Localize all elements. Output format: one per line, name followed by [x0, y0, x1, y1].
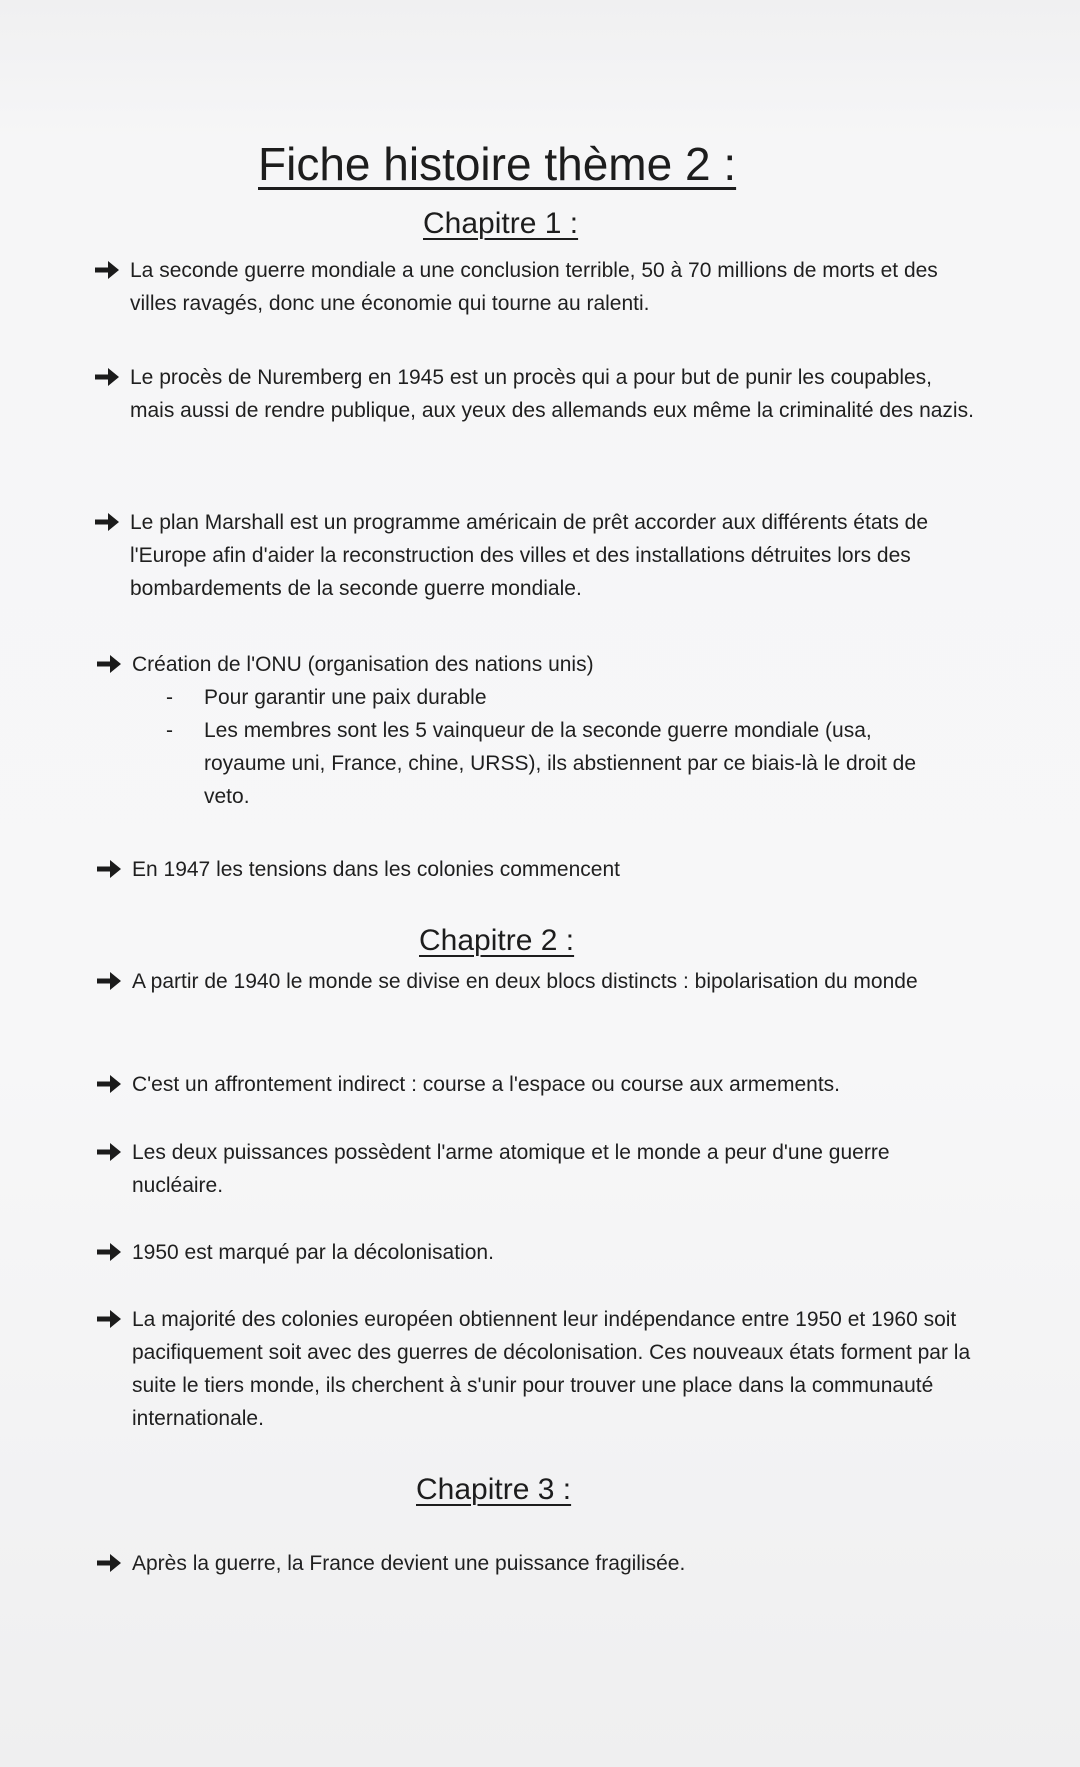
list-item — [96, 853, 956, 886]
arrow-icon — [96, 1141, 122, 1163]
arrow-icon — [96, 1552, 122, 1574]
list-item — [96, 1236, 976, 1269]
list-item — [96, 965, 948, 998]
list-item — [94, 361, 974, 427]
sublist-item — [132, 681, 944, 714]
onu-sublist — [132, 681, 944, 813]
list-item-text: La seconde guerre mondiale a une conclusion terrible, 50 à 70 millions de morts et des villes ravagés, donc une économie qui tourne au ralenti. — [130, 259, 938, 315]
page-title: Fiche histoire thème 2 : — [258, 138, 737, 190]
dash-bullet: - — [166, 719, 173, 742]
arrow-icon — [94, 511, 120, 533]
arrow-icon — [94, 259, 120, 281]
arrow-icon — [96, 858, 122, 880]
list-item — [94, 506, 960, 605]
list-item — [94, 254, 984, 320]
list-item-text: A partir de 1940 le monde se divise en deux blocs distincts : bipolarisation du monde — [132, 970, 918, 993]
chapter-1-title: Chapitre 1 : — [423, 207, 579, 240]
arrow-icon — [94, 366, 120, 388]
list-item-text: Création de l'ONU (organisation des nations unis) — [132, 653, 594, 676]
sublist-item-text: Pour garantir une paix durable — [204, 686, 487, 709]
chapter-2-title: Chapitre 2 : — [419, 924, 575, 957]
list-item-text: Le plan Marshall est un programme américain de prêt accorder aux différents états de l'Europe afin d'aider la reconstruction des villes et des installations détruites lors des bombardements de la seconde guerre mondiale. — [130, 511, 929, 600]
arrow-icon — [96, 653, 122, 675]
list-item-onu — [96, 648, 976, 813]
list-item-text: Les deux puissances possèdent l'arme atomique et le monde a peur d'une guerre nucléaire. — [132, 1141, 890, 1197]
list-item — [96, 1068, 976, 1101]
arrow-icon — [96, 970, 122, 992]
list-item-text: 1950 est marqué par la décolonisation. — [132, 1241, 494, 1264]
list-item-text: En 1947 les tensions dans les colonies commencent — [132, 858, 620, 881]
arrow-icon — [96, 1308, 122, 1330]
list-item — [96, 1303, 976, 1435]
arrow-icon — [96, 1241, 122, 1263]
chapter-3-title: Chapitre 3 : — [416, 1473, 572, 1506]
arrow-icon — [96, 1073, 122, 1095]
list-item-text: C'est un affrontement indirect : course a l'espace ou course aux armements. — [132, 1073, 840, 1096]
list-item — [96, 1136, 976, 1202]
sublist-item-text: Les membres sont les 5 vainqueur de la seconde guerre mondiale (usa, royaume uni, France, chine, URSS), ils abstiennent par ce biais-là le droit de veto. — [204, 719, 917, 808]
sublist-item — [132, 714, 944, 813]
list-item-text: Après la guerre, la France devient une puissance fragilisée. — [132, 1552, 686, 1575]
list-item — [96, 1547, 976, 1580]
dash-bullet: - — [166, 686, 173, 709]
list-item-text: Le procès de Nuremberg en 1945 est un procès qui a pour but de punir les coupables, mais aussi de rendre publique, aux yeux des allemands eux même la criminalité des nazis. — [130, 366, 974, 422]
list-item-text: La majorité des colonies européen obtiennent leur indépendance entre 1950 et 1960 soit pacifiquement soit avec des guerres de décolonisation. Ces nouveaux états forment par la suite le tiers monde, ils cherchent à s'unir pour trouver une place dans la communauté internationale. — [132, 1308, 971, 1430]
